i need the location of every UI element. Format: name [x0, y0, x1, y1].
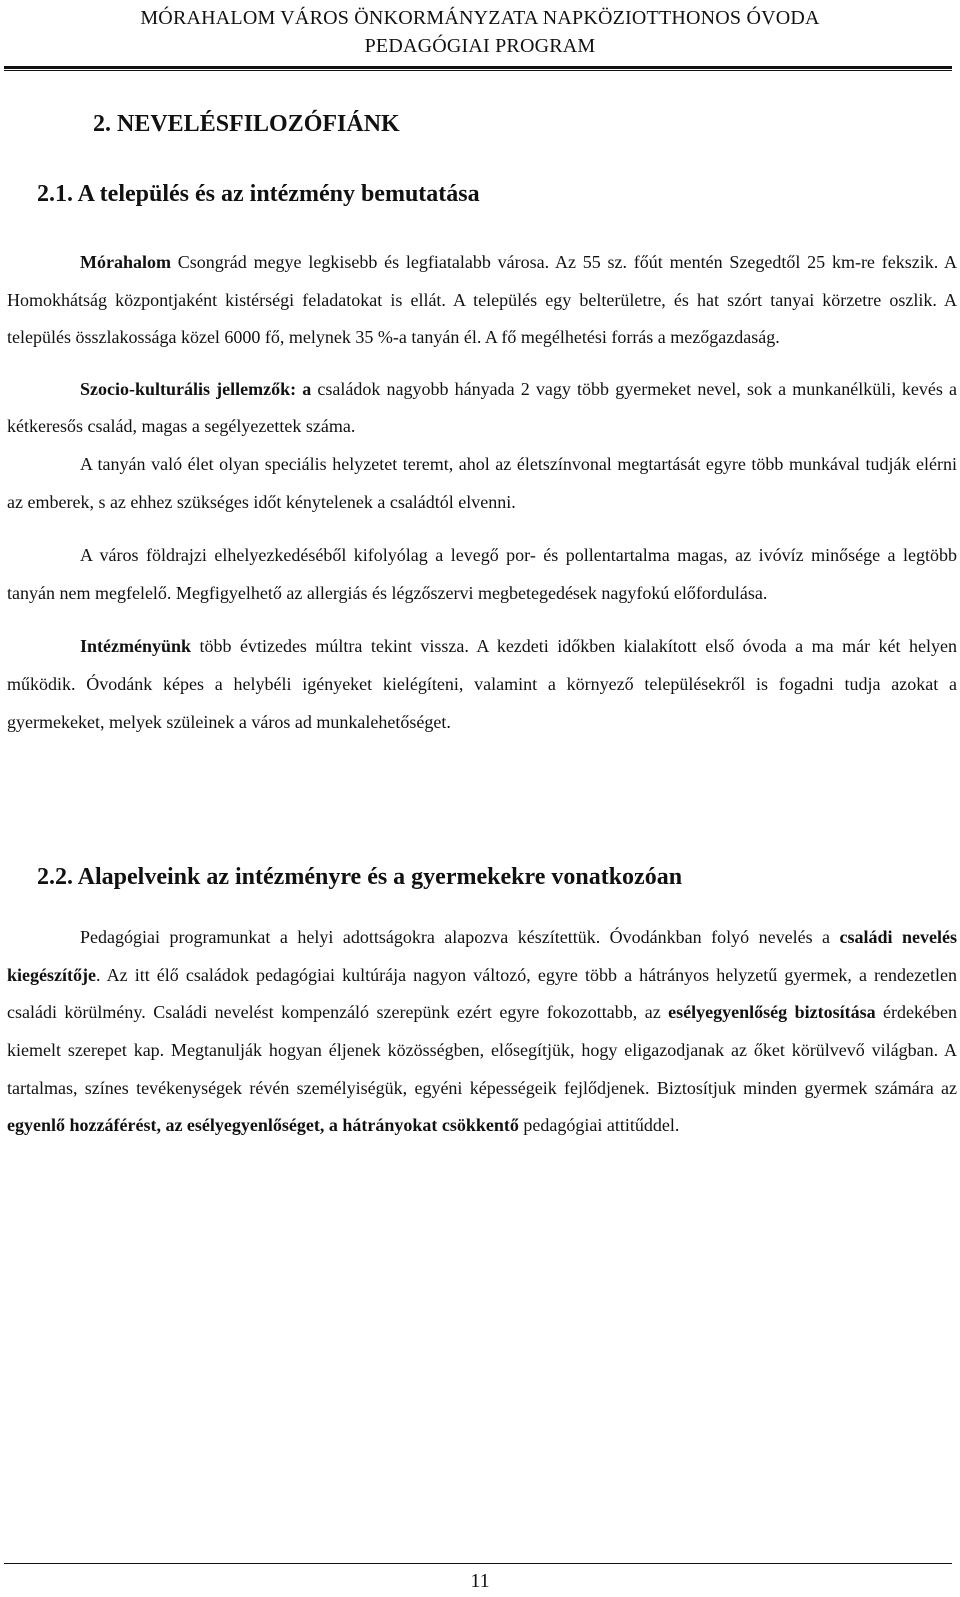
chapter-title: 2. NEVELÉSFILOZÓFIÁNK: [93, 111, 400, 137]
paragraph-text: érdekében kiemelt szerepet kap. Megtanulják hogyan éljenek közösségben, elősegítjük, hogy eligazodjanak az őket körülvevő világban. A tartalmas, színes tevékenységek révén személyiségük, egyéni képességeik fejlődjenek. Biztosítjuk minden gyermek számára az: [7, 1002, 958, 1098]
header-line-1: MÓRAHALOM VÁROS ÖNKORMÁNYZATA NAPKÖZIOTTHONOS ÓVODA: [140, 7, 820, 29]
paragraph-text: . Az itt élő családok pedagógiai kultúrája nagyon változó, egyre több a hátrányos helyzetű gyermek, a rendezetlen családi körülmény. Családi nevelést kompenzáló szerepünk ezért egyre fokozottabb, az: [7, 964, 957, 1023]
bold-text: egyenlő hozzáférést, az esélyegyenlőséget, a hátrányokat csökkentő: [7, 1115, 519, 1136]
page-header: [0, 4, 960, 60]
paragraph-text: Pedagógiai programunkat a helyi adottságokra alapozva készítettük. Óvodánkban folyó nevelés a: [80, 927, 840, 948]
paragraph-text: családok nagyobb hányada 2 vagy több gyermeket nevel, sok a munkanélküli, kevés a kétkeresős család, magas a segélyezettek száma.: [7, 378, 957, 437]
paragraph-text: pedagógiai attitűddel.: [518, 1115, 680, 1136]
paragraph-text: több évtizedes múltra tekint vissza. A kezdeti időkben kialakított első óvoda a ma már két helyen működik. Óvodánk képes a helybéli igényeket kielégíteni, valamint a környező településekről is fogadni tudja azokat a gyermekeket, melyek szüleinek a város ad munkalehetőséget.: [7, 636, 957, 732]
paragraph-morahalom: [7, 244, 957, 357]
paragraph-socio-cultural: [7, 371, 957, 446]
section-title-2-1: 2.1. A település és az intézmény bemutatása: [37, 181, 480, 207]
page-content: [7, 104, 957, 1145]
section-title-2-2: 2.2. Alapelveink az intézményre és a gyermekekre vonatkozóan: [37, 864, 683, 891]
page-number: 11: [470, 1570, 490, 1592]
paragraph-text: Csongrád megye legkisebb és legfiatalabb városa. Az 55 sz. főút mentén Szegedtől 25 km-re fekszik. A Homokhátság központjaként kistérségi feladatokat is ellát. A település egy belterületre, és hat szórt tanyai körzetre oszlik. A település összlakossága közel 6000 fő, melynek 35 %-a tanyán él. A fő megélhetési forrás a mezőgazdaság.: [7, 252, 957, 348]
bold-text: Mórahalom: [80, 252, 171, 272]
paragraph-institution: [7, 628, 957, 741]
bold-text: esélyegyenlőség biztosítása: [668, 1002, 876, 1023]
paragraph-farm-life: A tanyán való élet olyan speciális helyzetet teremt, ahol az életszínvonal megtartását egyre több munkával tudják elérni az emberek, s az ehhez szükséges időt kénytelenek a családtól elvenni.: [7, 453, 957, 512]
bold-text: családi nevelés kiegészítője: [7, 927, 957, 985]
header-line-2: PEDAGÓGIAI PROGRAM: [364, 35, 596, 57]
bold-text: Intézményünk: [80, 636, 192, 657]
header-rule-thick: [4, 66, 952, 69]
paragraph-principles: [7, 919, 957, 1145]
paragraph-environment: A város földrajzi elhelyezkedéséből kifolyólag a levegő por- és pollentartalma magas, az ivóvíz minősége a legtöbb tanyán nem megfelelő. Megfigyelhető az allergiás és légzőszervi megbetegedések nagyfokú előfordulása.: [7, 545, 957, 603]
footer-rule: [4, 1563, 952, 1564]
header-rule-thin: [4, 70, 952, 71]
bold-text: Szocio-kulturális jellemzők: a: [80, 378, 312, 399]
